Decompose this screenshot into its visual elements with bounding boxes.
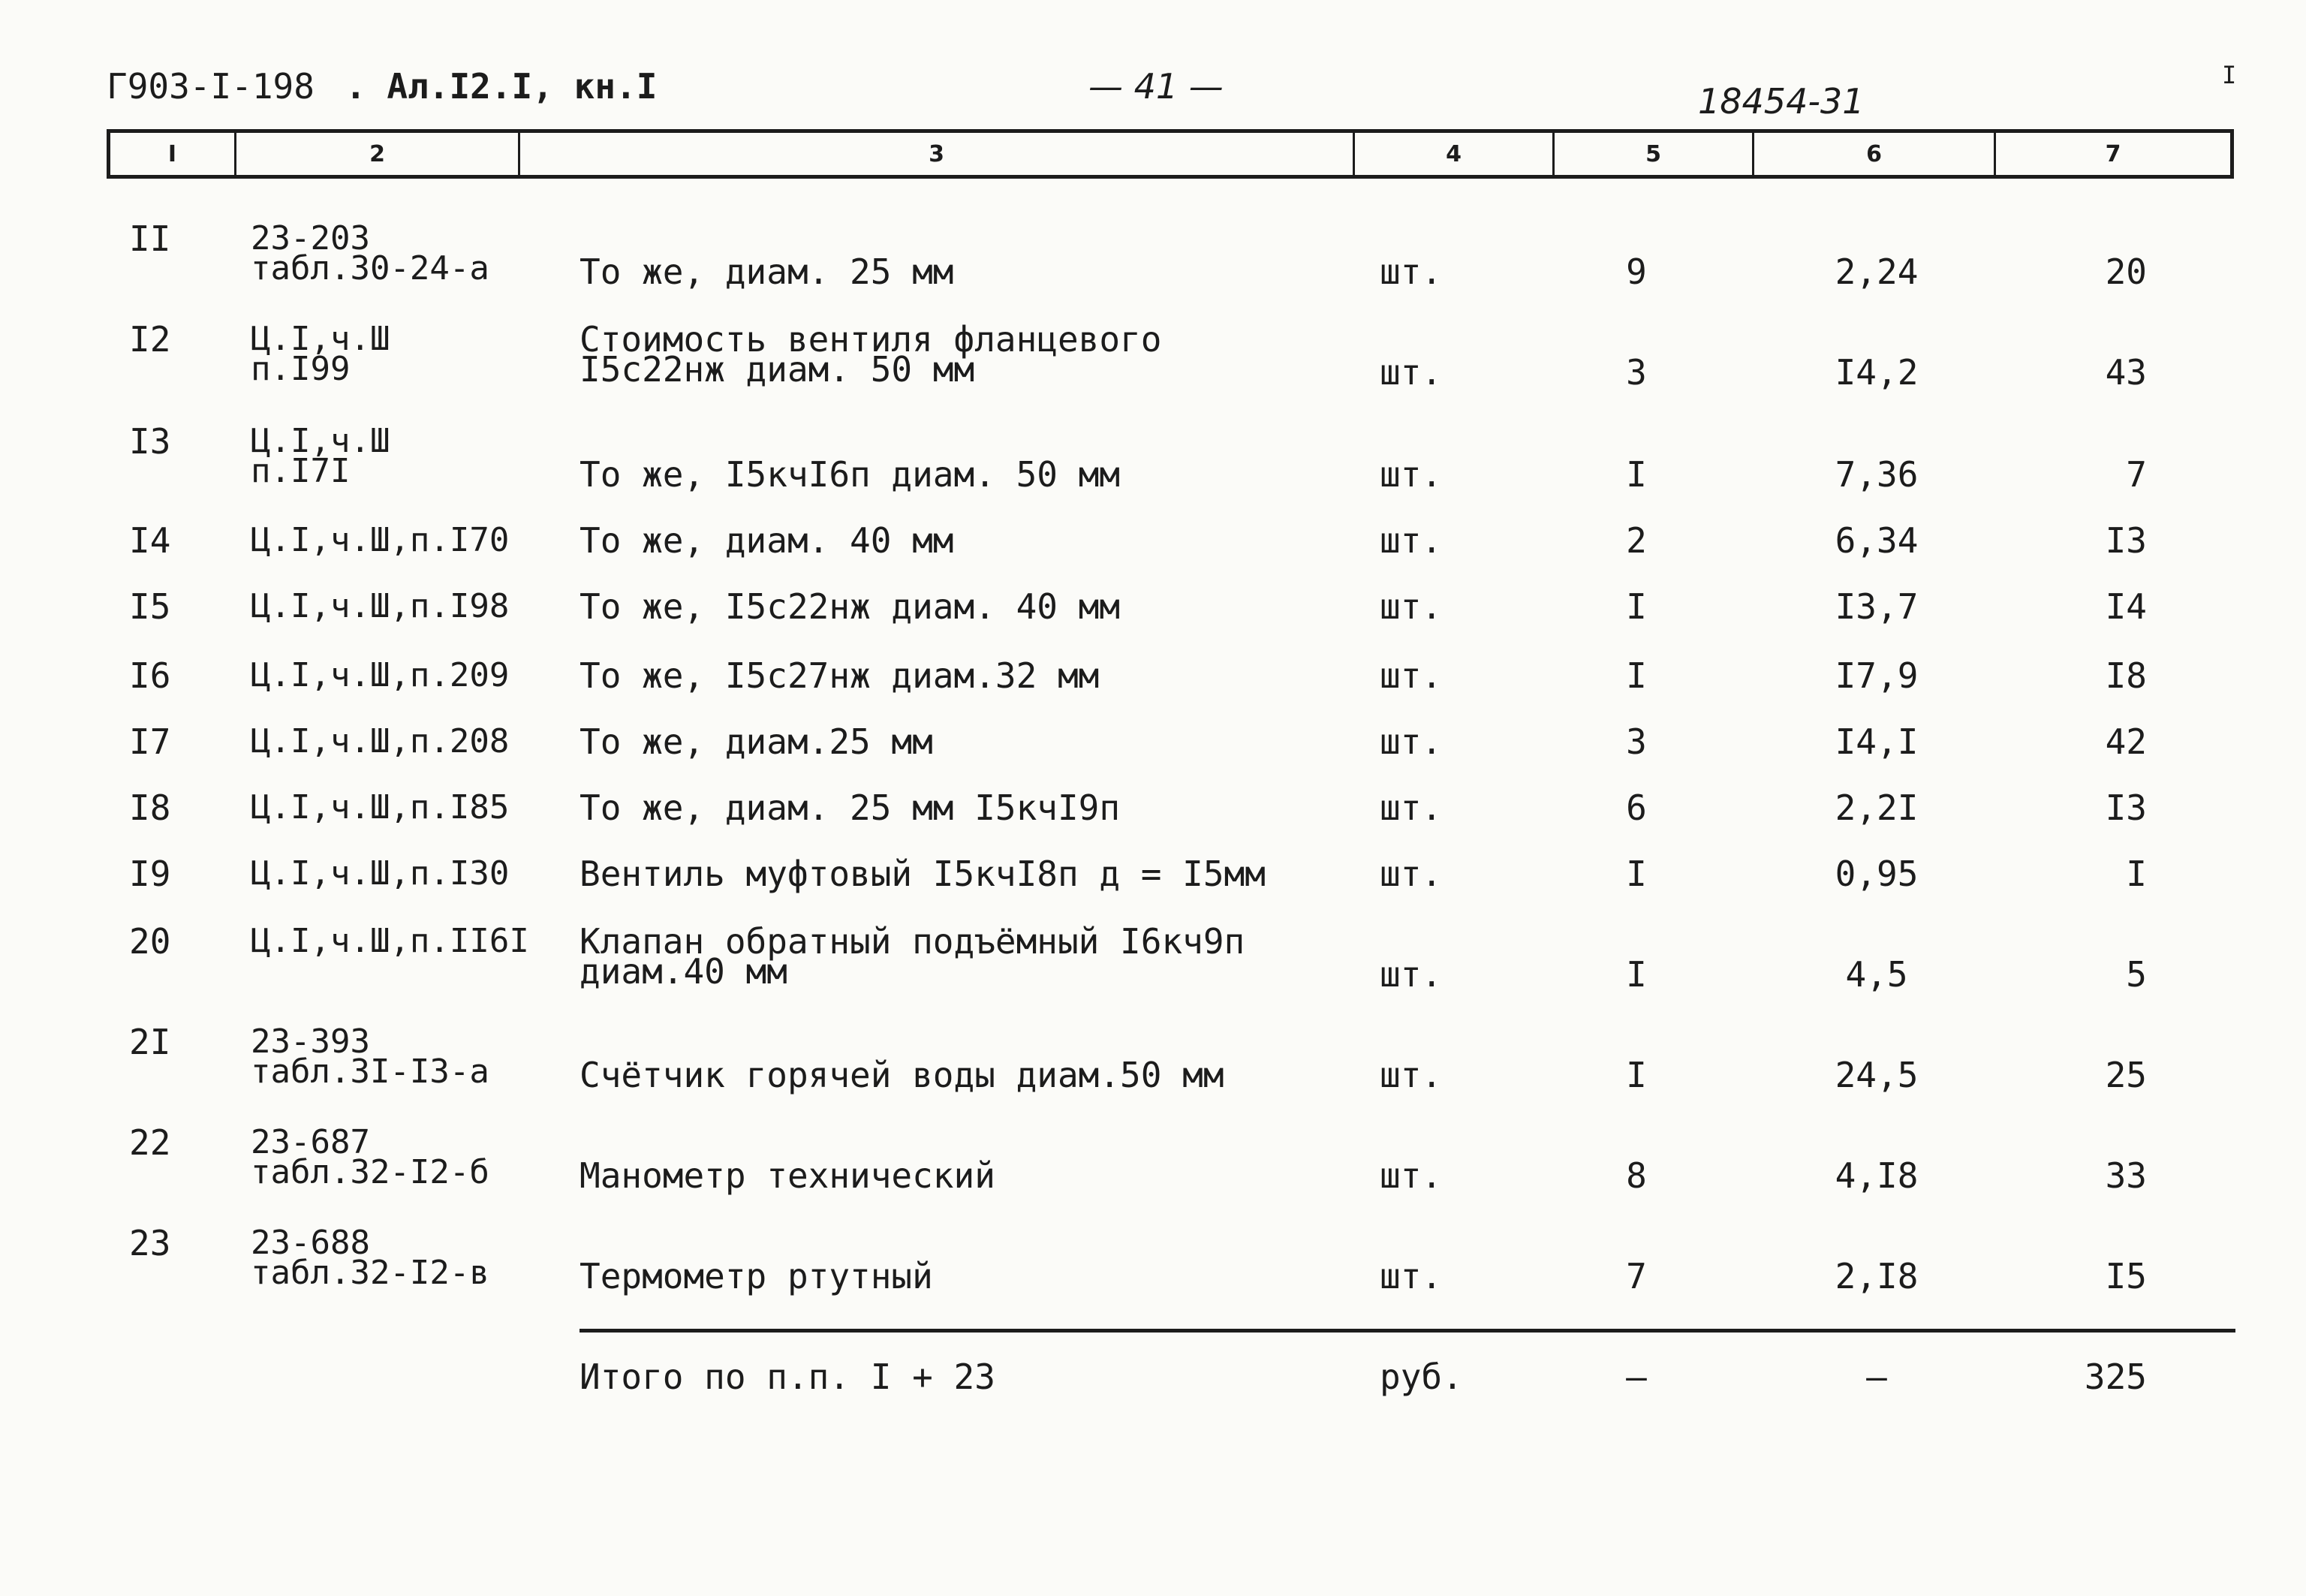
row-description: То же, диам. 25 мм I5кчI9п [580,787,1121,828]
row-total: I5 [2105,1256,2147,1296]
row-unit: шт. [1380,352,1443,393]
row-description-line2: диам.40 мм [580,951,787,992]
row-reference: Ц.I,ч.Ш,п.II6I [251,922,529,960]
page-number: — 41 — [1088,66,1224,107]
row-unit-price: 7,36 [1835,454,1919,495]
archive-stamp: 18454-31 [1698,81,1865,122]
row-number: I5 [129,586,171,627]
document-reference: . Ал.I2.I, кн.I [345,66,658,107]
table-row [0,1122,2306,1231]
row-total: I8 [2105,655,2147,696]
table-row [0,319,2306,428]
row-quantity: 2 [1626,520,1647,561]
column-header-6: 6 [1754,133,1996,175]
row-unit-price: I3,7 [1835,586,1919,627]
row-reference-line1: Ц.I,ч.Ш [251,320,390,358]
summary-row [0,1357,2306,1465]
row-unit-price: 0,95 [1835,854,1919,894]
row-number: I7 [129,721,171,762]
row-reference-line1: 23-687 [251,1123,370,1161]
row-number: I4 [129,520,171,561]
row-reference-line1: 23-203 [251,219,370,257]
row-unit: шт. [1380,586,1443,627]
row-unit: шт. [1380,721,1443,762]
row-unit: шт. [1380,1256,1443,1296]
column-header-5: 5 [1555,133,1754,175]
column-header-3: 3 [520,133,1355,175]
row-unit-price: I4,I [1835,721,1919,762]
row-unit: шт. [1380,1155,1443,1196]
row-reference: Ц.I,ч.Ш,п.209 [251,656,510,694]
column-header-4: 4 [1355,133,1555,175]
row-unit-price: I4,2 [1835,352,1919,393]
row-number: 2I [129,1022,171,1062]
row-reference-line2: табл.32-I2-б [251,1153,489,1191]
row-total: 7 [2126,454,2147,495]
row-number: I9 [129,854,171,894]
row-number: I6 [129,655,171,696]
row-reference-line2: п.I99 [251,350,351,388]
row-reference-line2: табл.30-24-а [251,249,489,288]
row-total: 25 [2105,1055,2147,1095]
row-quantity: I [1626,454,1647,495]
row-quantity: I [1626,655,1647,696]
row-description-line2: Термометр ртутный [580,1256,933,1296]
row-total: 42 [2105,721,2147,762]
table-row [0,921,2306,1030]
row-total: I4 [2105,586,2147,627]
row-total: I3 [2105,520,2147,561]
document-code: Г903-I-198 [107,66,315,107]
row-reference: Ц.I,ч.Ш,п.I85 [251,788,510,827]
table-row [0,1022,2306,1131]
row-quantity: 9 [1626,251,1647,292]
row-total: I3 [2105,787,2147,828]
row-number: 23 [129,1223,171,1263]
row-unit-price: 6,34 [1835,520,1919,561]
row-description: То же, диам.25 мм [580,721,933,762]
row-description-line2: То же, диам. 25 мм [580,251,954,292]
row-quantity: I [1626,1055,1647,1095]
row-unit: шт. [1380,787,1443,828]
table-row [0,421,2306,530]
row-reference: Ц.I,ч.Ш,п.208 [251,722,510,760]
row-description: То же, диам. 40 мм [580,520,954,561]
summary-unit: руб. [1380,1357,1463,1397]
row-quantity: I [1626,954,1647,995]
summary-label: Итого по п.п. I + 23 [580,1357,995,1397]
row-unit-price: 2,I8 [1835,1256,1919,1296]
table-row [0,218,2306,327]
summary-rule [580,1329,2235,1333]
row-unit-price: I7,9 [1835,655,1919,696]
row-unit: шт. [1380,1055,1443,1095]
row-unit: шт. [1380,454,1443,495]
row-reference: Ц.I,ч.Ш,п.I98 [251,587,510,625]
row-reference: Ц.I,ч.Ш,п.I30 [251,854,510,893]
row-number: 22 [129,1122,171,1163]
row-description: То же, I5с27нж диам.32 мм [580,655,1100,696]
summary-unit-price: – [1866,1357,1887,1397]
row-unit: шт. [1380,520,1443,561]
row-unit-price: 2,2I [1835,787,1919,828]
column-header-2: 2 [236,133,520,175]
summary-total: 325 [2084,1357,2147,1397]
corner-mark: I [2222,61,2237,89]
row-description: То же, I5с22нж диам. 40 мм [580,586,1121,627]
row-total: 20 [2105,251,2147,292]
row-description-line2: I5с22нж диам. 50 мм [580,349,975,390]
column-header-1: I [110,133,236,175]
row-description-line1: Стоимость вентиля фланцевого [580,319,1162,360]
row-unit: шт. [1380,655,1443,696]
row-unit: шт. [1380,251,1443,292]
row-number: I2 [129,319,171,360]
row-description-line2: То же, I5кчI6п диам. 50 мм [580,454,1121,495]
row-reference: Ц.I,ч.Ш,п.I70 [251,521,510,559]
row-reference-line2: табл.32-I2-в [251,1254,489,1292]
row-description-line2: Манометр технический [580,1155,995,1196]
row-reference-line1: 23-393 [251,1022,370,1061]
row-description-line2: Счётчик горячей воды диам.50 мм [580,1055,1224,1095]
row-unit-price: 4,5 [1845,954,1908,995]
row-quantity: I [1626,586,1647,627]
row-quantity: I [1626,854,1647,894]
row-total: 33 [2105,1155,2147,1196]
row-total: I [2126,854,2147,894]
column-header-row [107,129,2234,179]
row-unit-price: 24,5 [1835,1055,1919,1095]
row-total: 5 [2126,954,2147,995]
row-reference-line2: табл.3I-I3-а [251,1052,489,1091]
row-number: 20 [129,921,171,962]
row-number: I8 [129,787,171,828]
row-quantity: 7 [1626,1256,1647,1296]
row-reference-line1: 23-688 [251,1224,370,1262]
row-unit: шт. [1380,854,1443,894]
column-header-7: 7 [2105,140,2121,167]
row-quantity: 3 [1626,721,1647,762]
row-reference-line2: п.I7I [251,452,351,490]
row-quantity: 3 [1626,352,1647,393]
summary-quantity: – [1626,1357,1647,1397]
row-number: I3 [129,421,171,462]
row-quantity: 8 [1626,1155,1647,1196]
row-description-line1: Клапан обратный подъёмный I6кч9п [580,921,1245,962]
row-unit-price: 4,I8 [1835,1155,1919,1196]
row-unit: шт. [1380,954,1443,995]
row-number: II [129,218,171,259]
row-unit-price: 2,24 [1835,251,1919,292]
row-quantity: 6 [1626,787,1647,828]
row-reference-line1: Ц.I,ч.Ш [251,422,390,460]
table-row [0,1223,2306,1332]
row-description: Вентиль муфтовый I5кчI8п д = I5мм [580,854,1266,894]
row-total: 43 [2105,352,2147,393]
